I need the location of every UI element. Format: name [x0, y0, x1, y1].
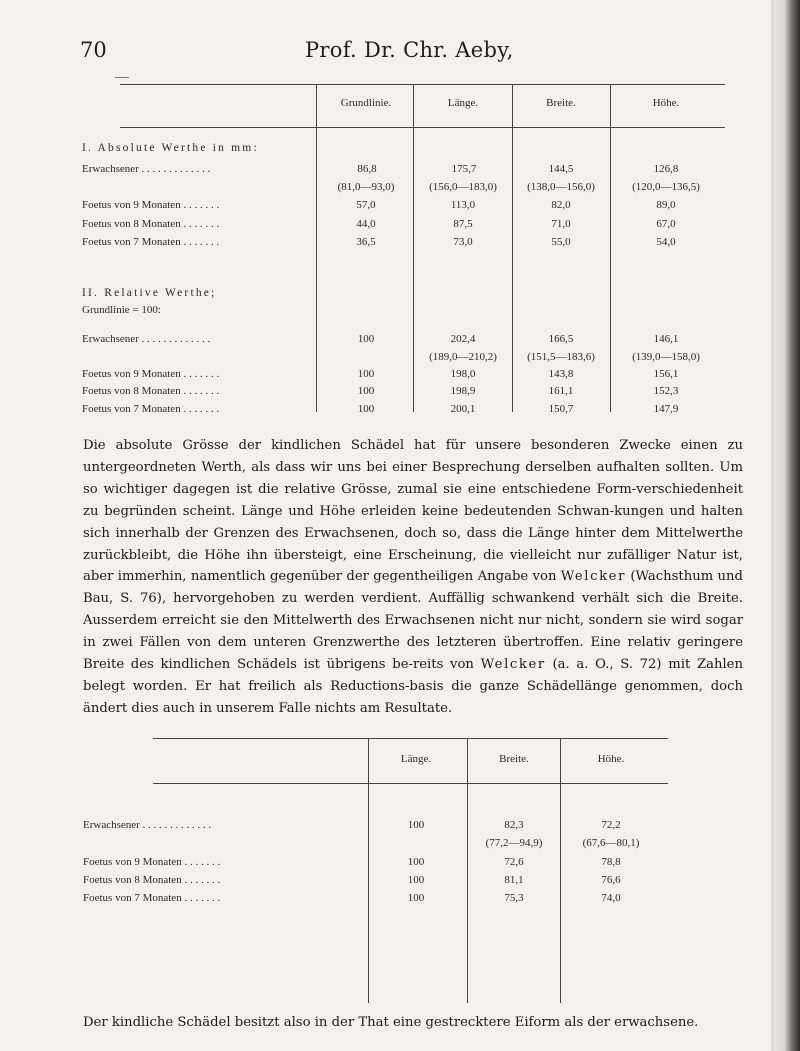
table-cell: 175,7 [451, 163, 477, 175]
section-title: I. Absolute Werthe in mm: [82, 142, 259, 154]
table-cell: 74,0 [601, 892, 621, 904]
row-label: Foetus von 7 Monaten . . . . . . . [82, 236, 220, 248]
row-label: Erwachsener . . . . . . . . . . . . . [82, 163, 211, 175]
row-label: Foetus von 8 Monaten . . . . . . . [82, 218, 220, 230]
table-cell: 67,0 [656, 218, 676, 230]
author-name: Welcker [480, 657, 546, 673]
table-cell: 72,6 [504, 856, 524, 868]
range-cell: (151,5—183,6) [527, 351, 595, 363]
table-cell: 161,1 [548, 385, 574, 397]
range-cell: (81,0—93,0) [337, 181, 395, 193]
table-cell: 198,9 [450, 385, 476, 397]
table-cell: 200,1 [450, 403, 476, 415]
table-cell: 55,0 [551, 236, 571, 248]
range-cell: (77,2—94,9) [485, 837, 543, 849]
row-label: Erwachsener . . . . . . . . . . . . . [82, 333, 211, 345]
paragraph-text: (Wachsthum und Bau, S. 76), hervorgehoben zu werden verdient. Auffällig schwankend verhält sich die Breite. Ausserdem erreicht sie den Mittelwerth des Erwachsenen nicht nur nicht, sondern sie wird sogar in zwei Fällen von dem unteren Grenzwerthe des letzteren übertroffen. Eine relativ geringere Breite des kindlichen Schädels ist übrigens be-reits von [83, 569, 743, 673]
table-cell: 113,0 [450, 199, 476, 211]
section-title: II. Relative Werthe; [82, 287, 217, 299]
table-cell: 86,8 [357, 163, 377, 175]
table-cell: 166,5 [548, 333, 574, 345]
table-cell: 100 [407, 874, 425, 886]
range-cell: (156,0—183,0) [429, 181, 497, 193]
row-label: Foetus von 9 Monaten . . . . . . . [82, 199, 220, 211]
row-label: Foetus von 8 Monaten . . . . . . . [83, 874, 221, 886]
column-header: Grundlinie. [340, 97, 392, 109]
table-cell: 198,0 [450, 368, 476, 380]
row-label: Foetus von 8 Monaten . . . . . . . [82, 385, 220, 397]
table-cell: 147,9 [653, 403, 679, 415]
column-header: Breite. [546, 97, 576, 109]
row-label: Foetus von 9 Monaten . . . . . . . [83, 856, 221, 868]
table-cell: 100 [357, 403, 375, 415]
column-header: Höhe. [652, 97, 680, 109]
paragraph-text: (a. a. O., S. 72) mit Zahlen belegt worden. Er hat freilich als Reductions-basis die ganze Schädellänge genommen, doch ändert dies auch in unserem Falle nichts am Resultate. [83, 657, 743, 716]
column-divider [368, 738, 369, 1003]
section-subtitle: Grundlinie = 100: [82, 304, 161, 316]
table-header-rule [153, 783, 668, 784]
range-cell: (139,0—158,0) [632, 351, 700, 363]
row-label: Foetus von 7 Monaten . . . . . . . [83, 892, 221, 904]
table-cell: 73,0 [453, 236, 473, 248]
table-cell: 82,0 [551, 199, 571, 211]
table-cell: 54,0 [656, 236, 676, 248]
column-header: Länge. [447, 97, 479, 109]
table-cell: 100 [357, 385, 375, 397]
table-cell: 36,5 [356, 236, 376, 248]
table-cell: 100 [357, 368, 375, 380]
table-cell: 146,1 [653, 333, 679, 345]
column-divider [467, 738, 468, 1003]
author-name: Welcker [560, 569, 626, 585]
page-number: 70 [80, 38, 107, 62]
running-title: Prof. Dr. Chr. Aeby, [305, 38, 514, 62]
column-header: Breite. [499, 753, 529, 765]
table-cell: 100 [407, 819, 425, 831]
paragraph-text: Die absolute Grösse der kindlichen Schädel hat für unsere besonderen Zwecke einen zu untergeordneten Werth, als dass wir uns bei einer Besprechung derselben aufhalten sollten. Um so wichtiger dagegen ist die relative Grösse, zumal sie eine entschiedene Form-verschiedenheit zu begründen scheint. Länge und Höhe erleiden keine bedeutenden Schwan-kungen und halten sich innerhalb der Grenzen des Erwachsenen, doch so, dass die Länge hinter dem Mittelwerthe zurückbleibt, die Höhe ihn übersteigt, eine Erscheinung, die vielleicht nur zufälliger Natur ist, aber immerhin, namentlich gegenüber der gegentheiligen Angabe von [83, 438, 743, 585]
range-cell: (67,6—80,1) [582, 837, 640, 849]
table-cell: 152,3 [653, 385, 679, 397]
table-cell: 76,6 [601, 874, 621, 886]
table-cell: 126,8 [653, 163, 679, 175]
table-cell: 150,7 [548, 403, 574, 415]
table-cell: 100 [407, 892, 425, 904]
table-cell: 143,8 [548, 368, 574, 380]
table-cell: 89,0 [656, 199, 676, 211]
table-cell: 75,3 [504, 892, 524, 904]
table-cell: 202,4 [450, 333, 476, 345]
column-header: Länge. [400, 753, 432, 765]
row-label: Erwachsener . . . . . . . . . . . . . [83, 819, 212, 831]
table-cell: 100 [407, 856, 425, 868]
row-label: Foetus von 9 Monaten . . . . . . . [82, 368, 220, 380]
table-cell: 156,1 [653, 368, 679, 380]
table-cell: 100 [357, 333, 375, 345]
table-cell: 78,8 [601, 856, 621, 868]
table-cell: 57,0 [356, 199, 376, 211]
table-cell: 44,0 [356, 218, 376, 230]
table-cell: 71,0 [551, 218, 571, 230]
table-cell: 82,3 [504, 819, 524, 831]
column-header: Höhe. [597, 753, 625, 765]
table-cell: 144,5 [548, 163, 574, 175]
range-cell: (189,0—210,2) [429, 351, 497, 363]
table-cell: 81,1 [504, 874, 524, 886]
closing-sentence: Der kindliche Schädel besitzt also in der That eine gestrecktere Eiform als der erwachsene. [83, 1015, 699, 1030]
range-cell: (120,0—136,5) [632, 181, 700, 193]
table-cell: 72,2 [601, 819, 621, 831]
column-divider [560, 738, 561, 1003]
range-cell: (138,0—156,0) [527, 181, 595, 193]
row-label: Foetus von 7 Monaten . . . . . . . [82, 403, 220, 415]
table-top-rule [153, 738, 668, 739]
table-cell: 87,5 [453, 218, 473, 230]
